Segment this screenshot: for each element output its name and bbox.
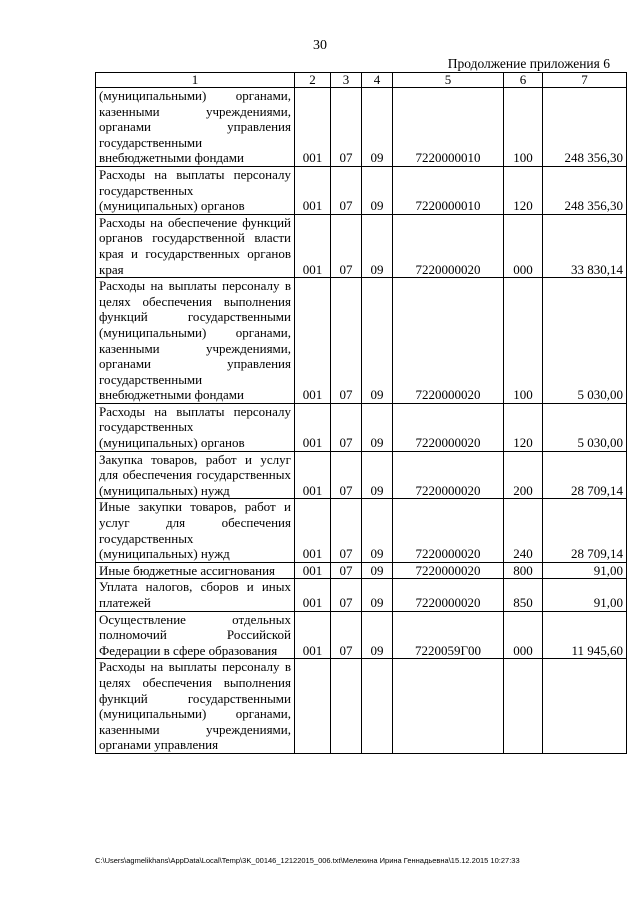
header-cell: 5 <box>393 73 504 88</box>
amount-cell: 248 356,30 <box>543 166 627 214</box>
chapter-code-cell: 001 <box>295 88 331 167</box>
chapter-code-cell: 001 <box>295 562 331 579</box>
target-article-cell: 7220000010 <box>393 88 504 167</box>
table-row <box>96 166 627 214</box>
table-row <box>96 579 627 611</box>
expense-type-cell: 850 <box>504 579 543 611</box>
table-row <box>96 278 627 404</box>
row-name-cell: (муниципальными) органами, казенными учреждениями, органами управления государственными внебюджетными фондами <box>96 88 295 167</box>
continuation-label: Продолжение приложения 6 <box>447 56 610 71</box>
chapter-code-cell: 001 <box>295 499 331 562</box>
table-row <box>96 499 627 562</box>
row-name-cell: Расходы на обеспечение функций органов государственной власти края и государственных органов края <box>96 214 295 277</box>
target-article-cell: 7220000020 <box>393 579 504 611</box>
expense-type-cell: 120 <box>504 403 543 451</box>
expense-type-cell <box>504 659 543 754</box>
table-row <box>96 562 627 579</box>
section-cell: 07 <box>331 166 362 214</box>
section-cell: 07 <box>331 214 362 277</box>
section-cell <box>331 659 362 754</box>
row-name-cell: Расходы на выплаты персоналу государственных (муниципальных) органов <box>96 166 295 214</box>
row-name-cell: Иные бюджетные ассигнования <box>96 562 295 579</box>
section-cell: 07 <box>331 579 362 611</box>
footer-path: C:\Users\agmelikhans\AppData\Local\Temp\3K_00146_12122015_006.txt\Мелехина Ирина Геннадьевна\15.12.2015 10:27:33 <box>95 856 520 865</box>
chapter-code-cell: 001 <box>295 403 331 451</box>
target-article-cell: 7220059Г00 <box>393 611 504 659</box>
table-row <box>96 611 627 659</box>
section-cell: 07 <box>331 451 362 499</box>
amount-cell: 5 030,00 <box>543 403 627 451</box>
header-cell: 1 <box>96 73 295 88</box>
page-number: 30 <box>313 38 327 53</box>
target-article-cell: 7220000010 <box>393 166 504 214</box>
amount-cell: 248 356,30 <box>543 88 627 167</box>
expense-type-cell: 000 <box>504 611 543 659</box>
chapter-code-cell: 001 <box>295 166 331 214</box>
expense-type-cell: 000 <box>504 214 543 277</box>
target-article-cell: 7220000020 <box>393 451 504 499</box>
header-row <box>96 73 627 88</box>
target-article-cell <box>393 659 504 754</box>
amount-cell: 28 709,14 <box>543 451 627 499</box>
subsection-cell: 09 <box>362 278 393 404</box>
table-row <box>96 451 627 499</box>
chapter-code-cell: 001 <box>295 278 331 404</box>
amount-cell <box>543 659 627 754</box>
chapter-code-cell <box>295 659 331 754</box>
row-name-cell: Иные закупки товаров, работ и услуг для обеспечения государственных (муниципальных) нужд <box>96 499 295 562</box>
subsection-cell: 09 <box>362 611 393 659</box>
subsection-cell: 09 <box>362 214 393 277</box>
subsection-cell: 09 <box>362 562 393 579</box>
target-article-cell: 7220000020 <box>393 562 504 579</box>
header-cell: 2 <box>295 73 331 88</box>
amount-cell: 33 830,14 <box>543 214 627 277</box>
row-name-cell: Расходы на выплаты персоналу государственных (муниципальных) органов <box>96 403 295 451</box>
table-row <box>96 403 627 451</box>
section-cell: 07 <box>331 403 362 451</box>
expense-type-cell: 200 <box>504 451 543 499</box>
row-name-cell: Закупка товаров, работ и услуг для обеспечения государственных (муниципальных) нужд <box>96 451 295 499</box>
row-name-cell: Расходы на выплаты персоналу в целях обеспечения выполнения функций государственными (муниципальными) органами, казенными учреждениями, органами управления <box>96 659 295 754</box>
table-row <box>96 88 627 167</box>
budget-table <box>95 72 627 754</box>
target-article-cell: 7220000020 <box>393 499 504 562</box>
subsection-cell: 09 <box>362 579 393 611</box>
amount-cell: 28 709,14 <box>543 499 627 562</box>
expense-type-cell: 240 <box>504 499 543 562</box>
table-row <box>96 214 627 277</box>
chapter-code-cell: 001 <box>295 611 331 659</box>
header-cell: 4 <box>362 73 393 88</box>
row-name-cell: Осуществление отдельных полномочий Российской Федерации в сфере образования <box>96 611 295 659</box>
table-row <box>96 659 627 754</box>
row-name-cell: Расходы на выплаты персоналу в целях обеспечения выполнения функций государственными (муниципальными) органами, казенными учреждениями, органами управления государственными внебюджетными фондами <box>96 278 295 404</box>
subsection-cell: 09 <box>362 403 393 451</box>
amount-cell: 91,00 <box>543 562 627 579</box>
header-cell: 3 <box>331 73 362 88</box>
expense-type-cell: 100 <box>504 88 543 167</box>
section-cell: 07 <box>331 611 362 659</box>
chapter-code-cell: 001 <box>295 214 331 277</box>
expense-type-cell: 100 <box>504 278 543 404</box>
section-cell: 07 <box>331 278 362 404</box>
section-cell: 07 <box>331 562 362 579</box>
amount-cell: 91,00 <box>543 579 627 611</box>
subsection-cell: 09 <box>362 451 393 499</box>
header-cell: 6 <box>504 73 543 88</box>
section-cell: 07 <box>331 499 362 562</box>
expense-type-cell: 800 <box>504 562 543 579</box>
amount-cell: 5 030,00 <box>543 278 627 404</box>
section-cell: 07 <box>331 88 362 167</box>
chapter-code-cell: 001 <box>295 451 331 499</box>
subsection-cell: 09 <box>362 166 393 214</box>
row-name-cell: Уплата налогов, сборов и иных платежей <box>96 579 295 611</box>
subsection-cell: 09 <box>362 499 393 562</box>
chapter-code-cell: 001 <box>295 579 331 611</box>
target-article-cell: 7220000020 <box>393 214 504 277</box>
subsection-cell: 09 <box>362 88 393 167</box>
amount-cell: 11 945,60 <box>543 611 627 659</box>
target-article-cell: 7220000020 <box>393 278 504 404</box>
expense-type-cell: 120 <box>504 166 543 214</box>
target-article-cell: 7220000020 <box>393 403 504 451</box>
subsection-cell <box>362 659 393 754</box>
header-cell: 7 <box>543 73 627 88</box>
